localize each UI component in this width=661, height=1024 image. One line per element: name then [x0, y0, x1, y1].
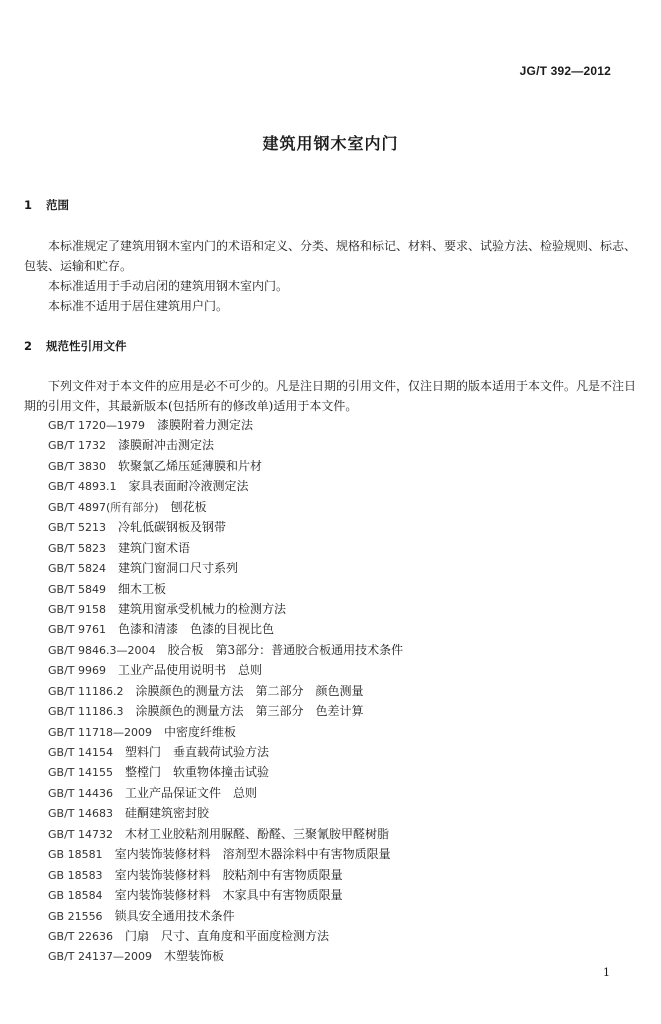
reference-code: GB/T 9158: [48, 602, 106, 616]
reference-item: [48, 824, 638, 844]
standard-code: JG/T 392—2012: [519, 64, 611, 78]
reference-code: GB/T 22636: [48, 929, 113, 943]
scope-paragraph: 本标准适用于手动启闭的建筑用钢木室内门。: [48, 279, 289, 293]
document-title: 建筑用钢木室内门: [262, 134, 399, 153]
reference-title: 塑料门 垂直载荷试验方法: [125, 745, 270, 759]
reference-code: GB/T 24137—2009: [48, 950, 152, 964]
reference-title: 建筑用窗承受机械力的检测方法: [118, 601, 287, 616]
reference-title: 室内装饰装修材料 木家具中有害物质限量: [114, 888, 343, 903]
reference-item: [48, 885, 638, 905]
reference-title: 漆膜耐冲击测定法: [118, 438, 215, 453]
reference-code: GB/T 1720—1979: [48, 419, 145, 432]
reference-title: 冷轧低碳钢板及钢带: [118, 520, 227, 535]
reference-item: [48, 701, 638, 721]
reference-title: 漆膜附着力测定法: [157, 418, 254, 432]
reference-title: 硅酮建筑密封胶: [125, 806, 210, 821]
reference-code: GB/T 1732: [48, 439, 106, 453]
reference-item: [48, 681, 638, 701]
reference-title: 家具表面耐冷液测定法: [128, 479, 249, 494]
reference-item: [48, 803, 638, 823]
reference-code: GB 18581: [48, 848, 103, 862]
reference-title: 色漆和清漆 色漆的目视比色: [118, 622, 275, 637]
reference-code: GB 18584: [48, 889, 103, 903]
reference-item: [48, 476, 638, 496]
section-title: 范围: [46, 198, 69, 212]
reference-item: [48, 844, 638, 864]
reference-item: [48, 783, 638, 803]
reference-code: GB/T 14154: [48, 746, 113, 759]
reference-title: 刨花板: [170, 499, 207, 514]
reference-code: GB/T 5213: [48, 521, 106, 535]
reference-title: 整樘门 软重物体撞击试验: [125, 765, 270, 780]
reference-code: GB/T 14155: [48, 766, 113, 780]
page-number: 1: [603, 966, 610, 979]
reference-item: [48, 538, 638, 558]
reference-code: GB/T 5849: [48, 582, 106, 596]
reference-title: 中密度纤维板: [164, 724, 237, 739]
reference-item: [48, 640, 638, 660]
reference-item: [48, 579, 638, 599]
reference-title: 工业产品保证文件 总则: [125, 785, 258, 800]
section-number: 2: [24, 339, 33, 353]
reference-code: GB/T 5824: [48, 562, 106, 576]
reference-title: 木塑装饰板: [164, 949, 225, 964]
reference-item: [48, 742, 638, 762]
reference-item: [48, 926, 638, 946]
reference-code: GB/T 9969: [48, 664, 106, 678]
reference-code: GB/T 14436: [48, 786, 113, 800]
reference-title: 软聚氯乙烯压延薄膜和片材: [118, 458, 263, 473]
reference-code: GB/T 11186.3: [48, 705, 124, 719]
reference-list: [48, 415, 638, 967]
reference-item: [48, 762, 638, 782]
reference-item: [48, 558, 638, 578]
reference-code: GB/T 11186.2: [48, 684, 124, 698]
reference-code: GB/T 9846.3—2004: [48, 643, 156, 657]
reference-title: 细木工板: [118, 581, 167, 596]
reference-item: [48, 660, 638, 680]
reference-code: GB 18583: [48, 868, 103, 882]
reference-item: [48, 946, 638, 966]
section-title: 规范性引用文件: [46, 339, 127, 353]
reference-title: 胶合板 第3部分：普通胶合板通用技术条件: [167, 642, 404, 657]
reference-code: GB/T 3830: [48, 459, 106, 473]
reference-item: [48, 497, 638, 517]
reference-code: GB/T 4897(所有部分): [48, 500, 159, 514]
reference-title: 木材工业胶粘剂用脲醛、酚醛、三聚氰胺甲醛树脂: [125, 826, 390, 841]
reference-item: [48, 517, 638, 537]
section-heading-scope: [24, 197, 69, 213]
reference-code: GB/T 4893.1: [48, 480, 117, 494]
references-intro: 下列文件对于本文件的应用是必不可少的。凡是注日期的引用文件，仅注日期的版本适用于本文件。凡是不注日期的引用文件，其最新版本(包括所有的修改单)适用于本文件。: [24, 379, 637, 413]
reference-item: [48, 415, 638, 435]
reference-title: 工业产品使用说明书 总则: [118, 663, 263, 678]
reference-code: GB/T 5823: [48, 541, 106, 555]
scope-paragraph: 本标准规定了建筑用钢木室内门的术语和定义、分类、规格和标记、材料、要求、试验方法、检验规则、标志、包装、运输和贮存。: [24, 239, 637, 273]
reference-code: GB/T 14683: [48, 807, 113, 821]
scope-paragraph: 本标准不适用于居住建筑用户门。: [48, 299, 229, 313]
reference-code: GB/T 14732: [48, 827, 113, 841]
reference-item: [48, 722, 638, 742]
reference-item: [48, 599, 638, 619]
reference-title: 建筑门窗术语: [118, 540, 191, 555]
section-heading-normative-references: [24, 338, 127, 354]
reference-title: 室内装饰装修材料 胶粘剂中有害物质限量: [114, 867, 343, 882]
reference-item: [48, 435, 638, 455]
reference-code: GB/T 9761: [48, 623, 106, 637]
reference-title: 建筑门窗洞口尺寸系列: [118, 561, 239, 576]
reference-title: 门扇 尺寸、直角度和平面度检测方法: [125, 928, 330, 943]
reference-item: [48, 619, 638, 639]
reference-code: GB/T 11718—2009: [48, 725, 152, 739]
reference-title: 锁具安全通用技术条件: [114, 908, 235, 923]
reference-item: [48, 456, 638, 476]
reference-title: 室内装饰装修材料 溶剂型木器涂料中有害物质限量: [114, 847, 391, 862]
section-number: 1: [24, 198, 33, 212]
reference-title: 涂膜颜色的测量方法 第三部分 色差计算: [135, 704, 364, 719]
reference-code: GB 21556: [48, 909, 103, 923]
reference-item: [48, 865, 638, 885]
reference-item: [48, 906, 638, 926]
reference-title: 涂膜颜色的测量方法 第二部分 颜色测量: [135, 683, 364, 698]
